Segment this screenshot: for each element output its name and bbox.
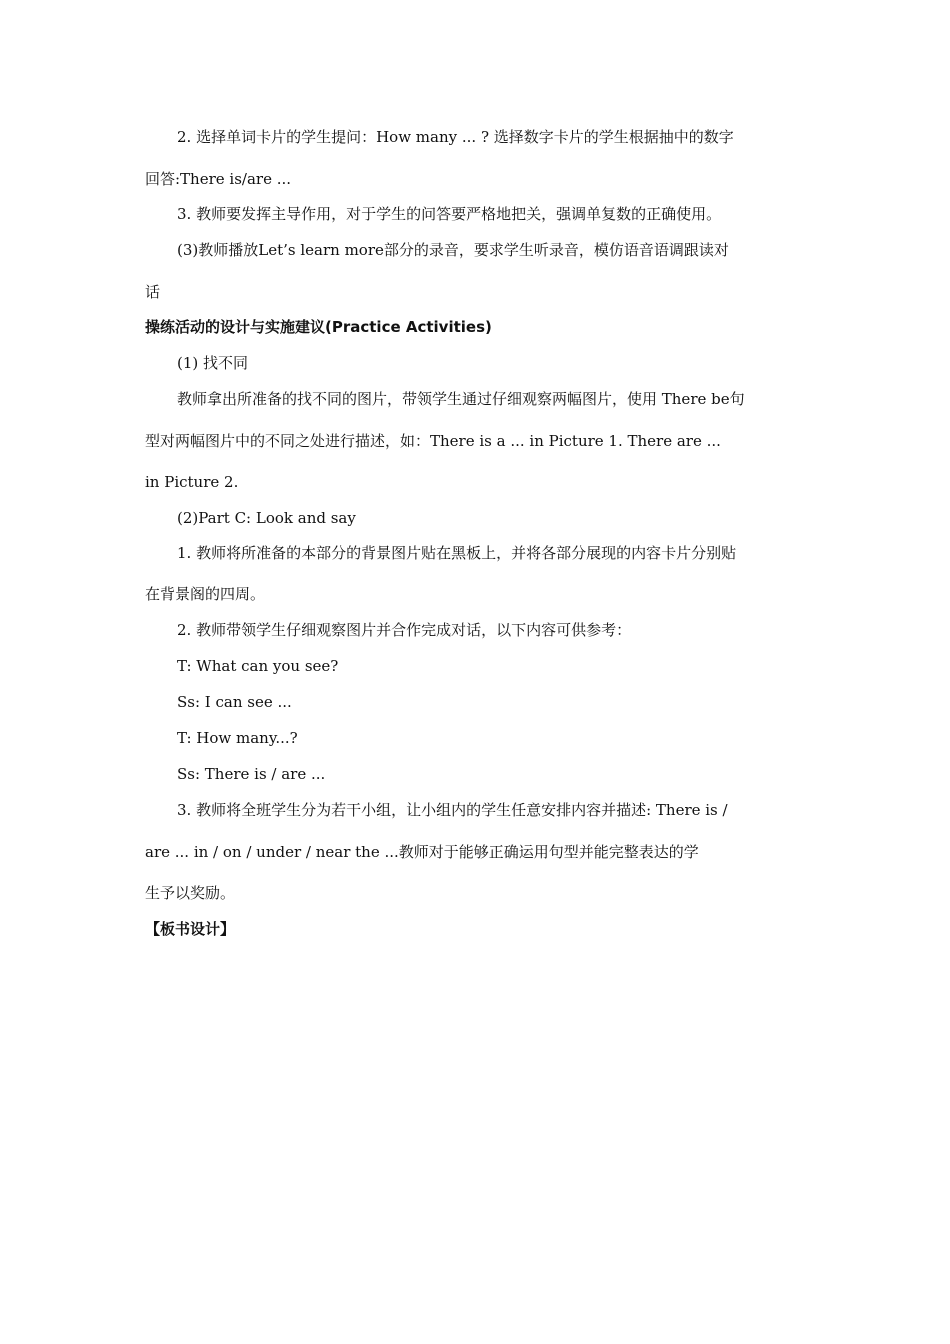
dialogue-line: Ss: I can see ... [177,693,292,711]
paragraph-line: 话 [145,283,161,301]
section-heading-practice: 操练活动的设计与实施建议(Practice Activities) [145,318,492,336]
paragraph-line: 教师拿出所准备的找不同的图片，带领学生通过仔细观察两幅图片，使用 There be句 [177,390,745,408]
paragraph-line: 2. 选择单词卡片的学生提问：How many ... ? 选择数字卡片的学生根据抽中的数字 [177,128,734,146]
paragraph-line: 回答:There is/are ... [145,170,292,188]
paragraph-line: (1) 找不同 [177,354,249,372]
dialogue-line: Ss: There is / are ... [177,765,326,783]
paragraph-line: are ... in / on / under / near the ...教师对于能够正确运用句型并能完整表达的学 [145,843,699,861]
paragraph-line: 生予以奖励。 [145,884,236,902]
dialogue-line: T: How many...? [177,729,298,747]
paragraph-line: 3. 教师将全班学生分为若干小组，让小组内的学生任意安排内容并描述: There is / [177,801,728,819]
paragraph-line: (2)Part C: Look and say [177,509,356,527]
paragraph-line: 3. 教师要发挥主导作用，对于学生的问答要严格地把关，强调单复数的正确使用。 [177,205,722,223]
section-heading-board: 【板书设计】 [145,920,236,938]
paragraph-line: 1. 教师将所准备的本部分的背景图片贴在黑板上，并将各部分展现的内容卡片分别贴 [177,544,737,562]
paragraph-line: 型对两幅图片中的不同之处进行描述，如：There is a ... in Picture 1. There are ... [145,432,721,450]
paragraph-line: in Picture 2. [145,473,239,491]
paragraph-line: 2. 教师带领学生仔细观察图片并合作完成对话，以下内容可供参考： [177,621,632,639]
paragraph-line: 在背景阁的四周。 [145,585,266,603]
paragraph-line: (3)教师播放Let’s learn more部分的录音，要求学生听录音，模仿语音语调跟读对 [177,241,729,259]
dialogue-line: T: What can you see? [177,657,339,675]
